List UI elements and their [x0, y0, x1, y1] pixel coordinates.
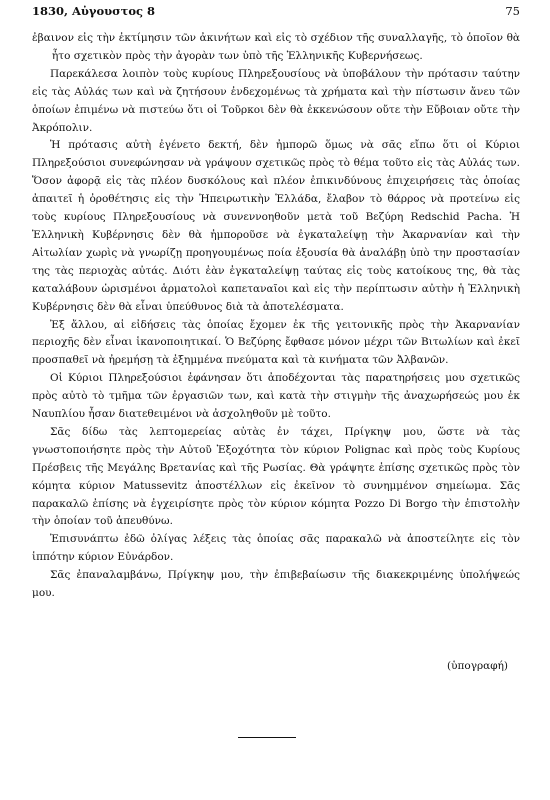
signature-placeholder: (ὑπογραφή)	[447, 660, 508, 672]
paragraph: Σᾶς δίδω τὰς λεπτομερείας αὐτὰς ἐν τάχει, Πρίγκηψ μου, ὥστε νὰ τὰς γνωστοποιήσητε πρὸς τὴν Αὐτοῦ Ἐξοχότητα τὸν κύριον Polignac καὶ πρὸς τοὺς Κυρίους Πρέσβεις τῆς Μεγάλης Βρετανίας καὶ τῆς Ρωσίας. Θὰ γράψητε ἐπίσης σχετικῶς πρὸς τὸν κόμητα κύριον Matussevitz ἀποστέλλων εἰς ἐκεῖνον τὸ συνημμένον σημείωμα. Σᾶς παρακαλῶ ἐπίσης νὰ ἐγχειρίσητε πρὸς τὸν κύριον κόμητα Pozzo Di Borgo τὴν ἐπιστολὴν τὴν ὁποίαν τοῦ ἀπευθύνω.	[32, 425, 520, 528]
closing-paragraph: Σᾶς ἐπαναλαμβάνω, Πρίγκηψ μου, τὴν ἐπιβεβαίωσιν τῆς διακεκριμένης ὑπολήψεώς μου.	[32, 569, 520, 600]
letter-body	[32, 30, 520, 603]
paragraph: Παρεκάλεσα λοιπὸν τοὺς κυρίους Πληρεξουσίους νὰ ὑποβάλουν τὴν πρότασιν ταύτην εἰς τὰς Αὐλάς των καὶ νὰ ζητήσουν ἐνδεχομένως τὰ χρήματα καὶ τὴν πίστωσιν ἄνευ τῶν ὁποίων ἐπιμένω νὰ πιστεύω ὅτι οἱ Τοῦρκοι δὲν θὰ ἐκκενώσουν οὔτε τὴν Εὔβοιαν οὔτε τὴν Ἀκρόπολιν.	[32, 67, 520, 134]
paragraph-continuation: ἐβαινον εἰς τὴν ἐκτίμησιν τῶν ἀκινήτων καὶ εἰς τὸ σχέδιον τῆς συναλλαγῆς, τὸ ὁποῖον θὰ ἦτο σχετικὸν πρὸς τὴν ἀγορὰν των ὑπὸ τῆς Ἑλληνικῆς Κυβερνήσεως.	[32, 32, 520, 62]
paragraph: Οἱ Κύριοι Πληρεξούσιοι ἐφάνησαν ὅτι ἀποδέχονται τὰς παρατηρήσεις μου σχετικῶς πρὸς αὐτὸ τὸ τμῆμα τῶν ἐργασιῶν των, καὶ κατὰ τὴν στιγμὴν τῆς ἀναχωρήσεώς μου ἐκ Ναυπλίου ἦσαν διατεθειμένοι νὰ ἀσχοληθοῦν μὲ τοῦτο.	[32, 372, 520, 421]
paragraph: Ἐξ ἄλλου, αἱ εἰδήσεις τὰς ὁποίας ἔχομεν ἐκ τῆς γειτονικῆς πρὸς τὴν Ἀκαρνανίαν περιοχῆς δὲν εἶναι ἱκανοποιητικαί. Ὁ Βεζύρης ἔφθασε μόνον μέχρι τῶν Βιτωλίων καὶ ἐκεῖ προσπαθεῖ νὰ ἠρεμήσῃ τὰ ἐξημμένα πνεύματα καὶ τὰ κινήματα τῶν Ἀλβανῶν.	[32, 318, 520, 367]
header-date: 1830, Αὐγουστος 8	[32, 4, 156, 18]
page-header	[32, 4, 520, 24]
paragraph: Ἐπισυνάπτω ἐδῶ ὀλίγας λέξεις τὰς ὁποίας σᾶς παρακαλῶ νὰ ἀποστείλητε εἰς τὸν ἱππότην κύριον Εὐνάρδον.	[32, 533, 520, 564]
page-number: 75	[505, 4, 520, 18]
paragraph: Ἡ πρότασις αὐτὴ ἐγένετο δεκτή, δὲν ἠμπορῶ ὅμως νὰ σᾶς εἴπω ὅτι οἱ Κύριοι Πληρεξούσιοι συνεφώνησαν νὰ γράψουν σχετικῶς πρὸς τὸ θέμα τοῦτο εἰς τὰς Αὐλάς των. Ὅσον ἀφορᾷ εἰς τὰς πλέον δυσκόλους καὶ πλέον ἐπικινδύνους ἐπιχειρήσεις τὰς ὁποίας ἀπαιτεῖ ἡ ὀροθέτησις εἰς τὴν Ἠπειρωτικὴν Ἑλλάδα, ἔλαβον τὸ θάρρος νὰ προτείνω εἰς τοὺς κυρίους Πληρεξουσίους νὰ συνεννοηθοῦν μετὰ τοῦ Βεζύρη Redschid Pacha. Ἡ Ἑλληνικὴ Κυβέρνησις δὲν θὰ ἠμποροῦσε νὰ ἐγκαταλείψῃ τὴν Ἀκαρνανίαν καὶ τὴν Αἰτωλίαν χωρὶς νὰ γνωρίζῃ προηγουμένως ποία ἐξουσία θὰ ἀναλάβῃ ὑπὸ την προστασίαν της τὰς περιοχὰς αὐτάς. Διότι ἐὰν ἐγκαταλείψῃ ταύτας εἰς τοὺς κατοίκους της, θὰ τὰς καταλάβουν ὡρισμένοι ἁρματολοὶ καπεταναῖοι καὶ εἰς τὴν περίπτωσιν αὐτὴν ἡ Ἑλληνικὴ Κυβέρνησις δὲν θὰ εἶναι ὑπεύθυνος διὰ τὰ ἀποτελέσματα.	[32, 139, 520, 313]
end-rule	[238, 737, 296, 738]
